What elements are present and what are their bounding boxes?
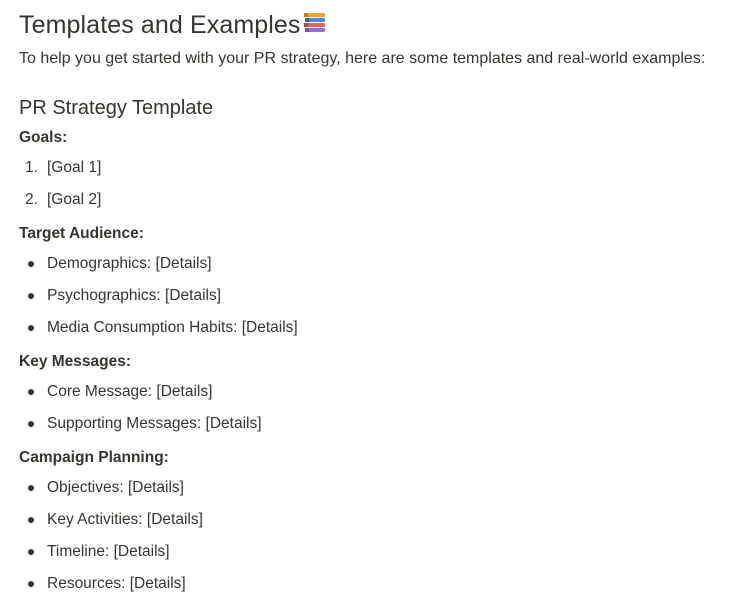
list-item-text: Timeline: [Details] xyxy=(47,543,170,560)
section-label: Campaign Planning: xyxy=(19,449,169,466)
list-item-text: Key Activities: [Details] xyxy=(47,511,203,528)
list-item xyxy=(19,472,727,504)
bullet-icon xyxy=(19,261,47,267)
list-item-text: Psychographics: [Details] xyxy=(47,287,222,304)
intro-paragraph: To help you get started with your PR strategy, here are some templates and real-world examples: xyxy=(19,50,706,67)
list-item-text: Core Message: [Details] xyxy=(47,383,213,400)
list-number: 1. xyxy=(25,159,38,176)
document-page xyxy=(19,0,727,600)
list-item xyxy=(19,408,727,440)
section-campaign-planning xyxy=(19,448,727,600)
list-item xyxy=(19,152,727,184)
list-item-text: Resources: [Details] xyxy=(47,575,186,592)
template-heading: PR Strategy Template xyxy=(19,97,214,119)
list-item-text: Media Consumption Habits: [Details] xyxy=(47,319,298,336)
bullet-icon xyxy=(19,549,47,555)
section-label: Key Messages: xyxy=(19,353,132,370)
list-item xyxy=(19,376,727,408)
page-title-row xyxy=(19,0,727,50)
list-item xyxy=(19,536,727,568)
section-target-audience xyxy=(19,224,727,344)
section-label: Goals: xyxy=(19,129,68,146)
section-label: Target Audience: xyxy=(19,225,144,242)
list-item-text: Supporting Messages: [Details] xyxy=(47,415,262,432)
bullet-icon xyxy=(19,421,47,427)
list-item xyxy=(19,568,727,600)
section-goals xyxy=(19,128,727,216)
books-icon xyxy=(303,12,327,34)
list-item xyxy=(19,280,727,312)
list-item-text: [Goal 1] xyxy=(47,159,102,176)
list-item xyxy=(19,248,727,280)
bullet-icon xyxy=(19,581,47,587)
list-item xyxy=(19,312,727,344)
list-item xyxy=(19,504,727,536)
list-item-text: Demographics: [Details] xyxy=(47,255,212,272)
page-title: Templates and Examples xyxy=(19,10,301,39)
list-item-text: Objectives: [Details] xyxy=(47,479,184,496)
bullet-icon xyxy=(19,517,47,523)
bullet-icon xyxy=(19,485,47,491)
section-key-messages xyxy=(19,352,727,440)
list-item xyxy=(19,184,727,216)
bullet-icon xyxy=(19,293,47,299)
list-number: 2. xyxy=(25,191,38,208)
bullet-icon xyxy=(19,325,47,331)
bullet-icon xyxy=(19,389,47,395)
list-item-text: [Goal 2] xyxy=(47,191,102,208)
